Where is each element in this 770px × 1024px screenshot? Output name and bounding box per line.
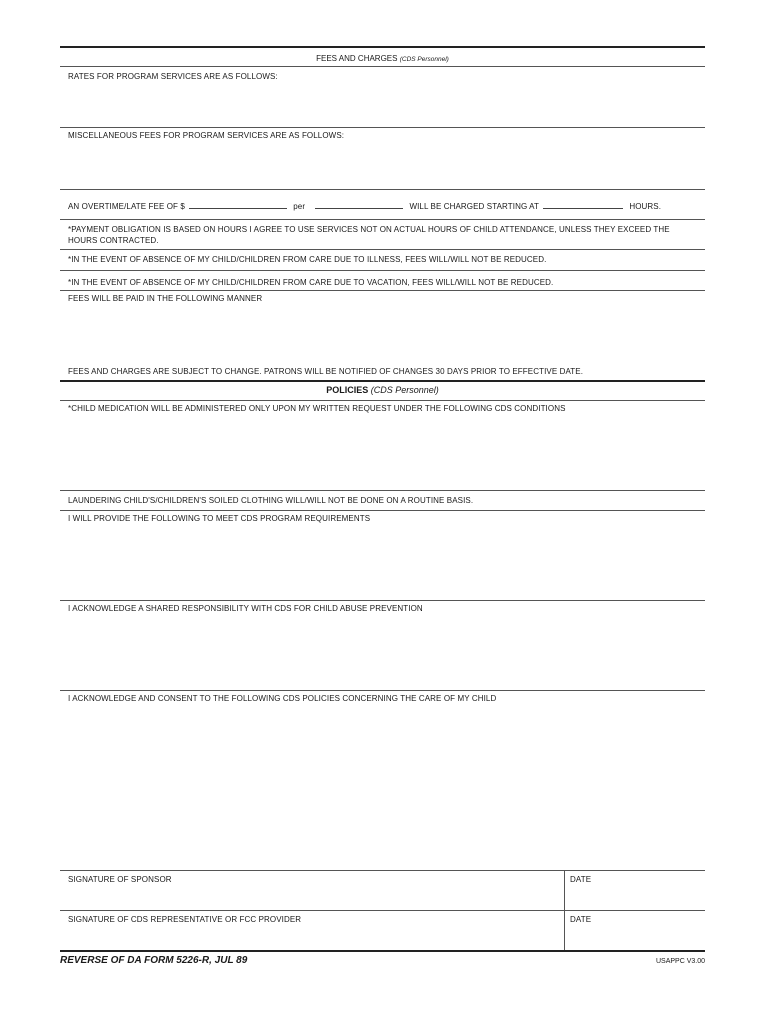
consent-label[interactable]: I ACKNOWLEDGE AND CONSENT TO THE FOLLOWING CDS POLICIES CONCERNING THE CARE OF MY CHILD <box>68 694 497 703</box>
absence-vacation[interactable]: *IN THE EVENT OF ABSENCE OF MY CHILD/CHILDREN FROM CARE DUE TO VACATION, FEES WILL/WILL NOT BE REDUCED. <box>68 278 554 287</box>
divider <box>60 690 705 691</box>
divider <box>60 910 705 911</box>
abuse-prevention-label[interactable]: I ACKNOWLEDGE A SHARED RESPONSIBILITY WITH CDS FOR CHILD ABUSE PREVENTION <box>68 604 423 613</box>
divider <box>60 510 705 511</box>
representative-date-label[interactable]: DATE <box>570 915 592 924</box>
form-body <box>60 46 705 951</box>
divider <box>60 600 705 601</box>
form-identifier: REVERSE OF DA FORM 5226-R, JUL 89 <box>60 955 248 966</box>
overtime-charged-label: WILL BE CHARGED STARTING AT <box>409 202 539 211</box>
fees-title-sub: (CDS Personnel) <box>399 56 449 63</box>
payment-manner-label[interactable]: FEES WILL BE PAID IN THE FOLLOWING MANNER <box>68 294 263 303</box>
divider <box>60 270 705 271</box>
provide-label[interactable]: I WILL PROVIDE THE FOLLOWING TO MEET CDS PROGRAM REQUIREMENTS <box>68 514 371 523</box>
divider <box>60 380 705 382</box>
payment-obligation: *PAYMENT OBLIGATION IS BASED ON HOURS I AGREE TO USE SERVICES NOT ON ACTUAL HOURS OF CHILD ATTENDANCE, UNLESS THEY EXCEED THE HOURS CONTRACTED. <box>68 225 670 245</box>
divider <box>60 290 705 291</box>
divider <box>60 400 705 401</box>
form-version: USAPPC V3.00 <box>655 958 705 965</box>
overtime-hours-label: HOURS. <box>629 202 662 211</box>
overtime-amount-field[interactable] <box>189 200 287 209</box>
policies-section-title <box>60 385 705 395</box>
policies-title: POLICIES <box>326 385 369 395</box>
fees-title: FEES AND CHARGES <box>316 54 398 63</box>
top-rule <box>60 46 705 48</box>
sponsor-signature-label[interactable]: SIGNATURE OF SPONSOR <box>68 875 172 884</box>
divider <box>60 189 705 190</box>
bottom-rule <box>60 950 705 952</box>
divider <box>60 870 705 871</box>
divider <box>60 490 705 491</box>
policies-title-sub: (CDS Personnel) <box>370 385 439 395</box>
overtime-start-hours-field[interactable] <box>543 200 623 209</box>
rates-label[interactable]: RATES FOR PROGRAM SERVICES ARE AS FOLLOWS: <box>68 72 278 81</box>
overtime-unit-field[interactable] <box>315 200 403 209</box>
absence-illness[interactable]: *IN THE EVENT OF ABSENCE OF MY CHILD/CHILDREN FROM CARE DUE TO ILLNESS, FEES WILL/WILL NOT BE REDUCED. <box>68 255 547 264</box>
misc-fees-label[interactable]: MISCELLANEOUS FEES FOR PROGRAM SERVICES ARE AS FOLLOWS: <box>68 131 345 140</box>
medication-label[interactable]: *CHILD MEDICATION WILL BE ADMINISTERED ONLY UPON MY WRITTEN REQUEST UNDER THE FOLLOWING CDS CONDITIONS <box>68 404 566 413</box>
sponsor-date-label[interactable]: DATE <box>570 875 592 884</box>
divider <box>60 219 705 220</box>
divider <box>60 66 705 67</box>
divider <box>60 249 705 250</box>
overtime-per: per <box>293 202 306 211</box>
representative-signature-label[interactable]: SIGNATURE OF CDS REPRESENTATIVE OR FCC PROVIDER <box>68 915 302 924</box>
overtime-prefix: AN OVERTIME/LATE FEE OF $ <box>68 202 185 211</box>
subject-to-change: FEES AND CHARGES ARE SUBJECT TO CHANGE. PATRONS WILL BE NOTIFIED OF CHANGES 30 DAYS PRIOR TO EFFECTIVE DATE. <box>68 367 584 376</box>
divider <box>60 127 705 128</box>
overtime-fee-row <box>68 200 661 212</box>
laundering-label[interactable]: LAUNDERING CHILD'S/CHILDREN'S SOILED CLOTHING WILL/WILL NOT BE DONE ON A ROUTINE BASIS. <box>68 496 474 505</box>
fees-section-title <box>60 54 705 63</box>
